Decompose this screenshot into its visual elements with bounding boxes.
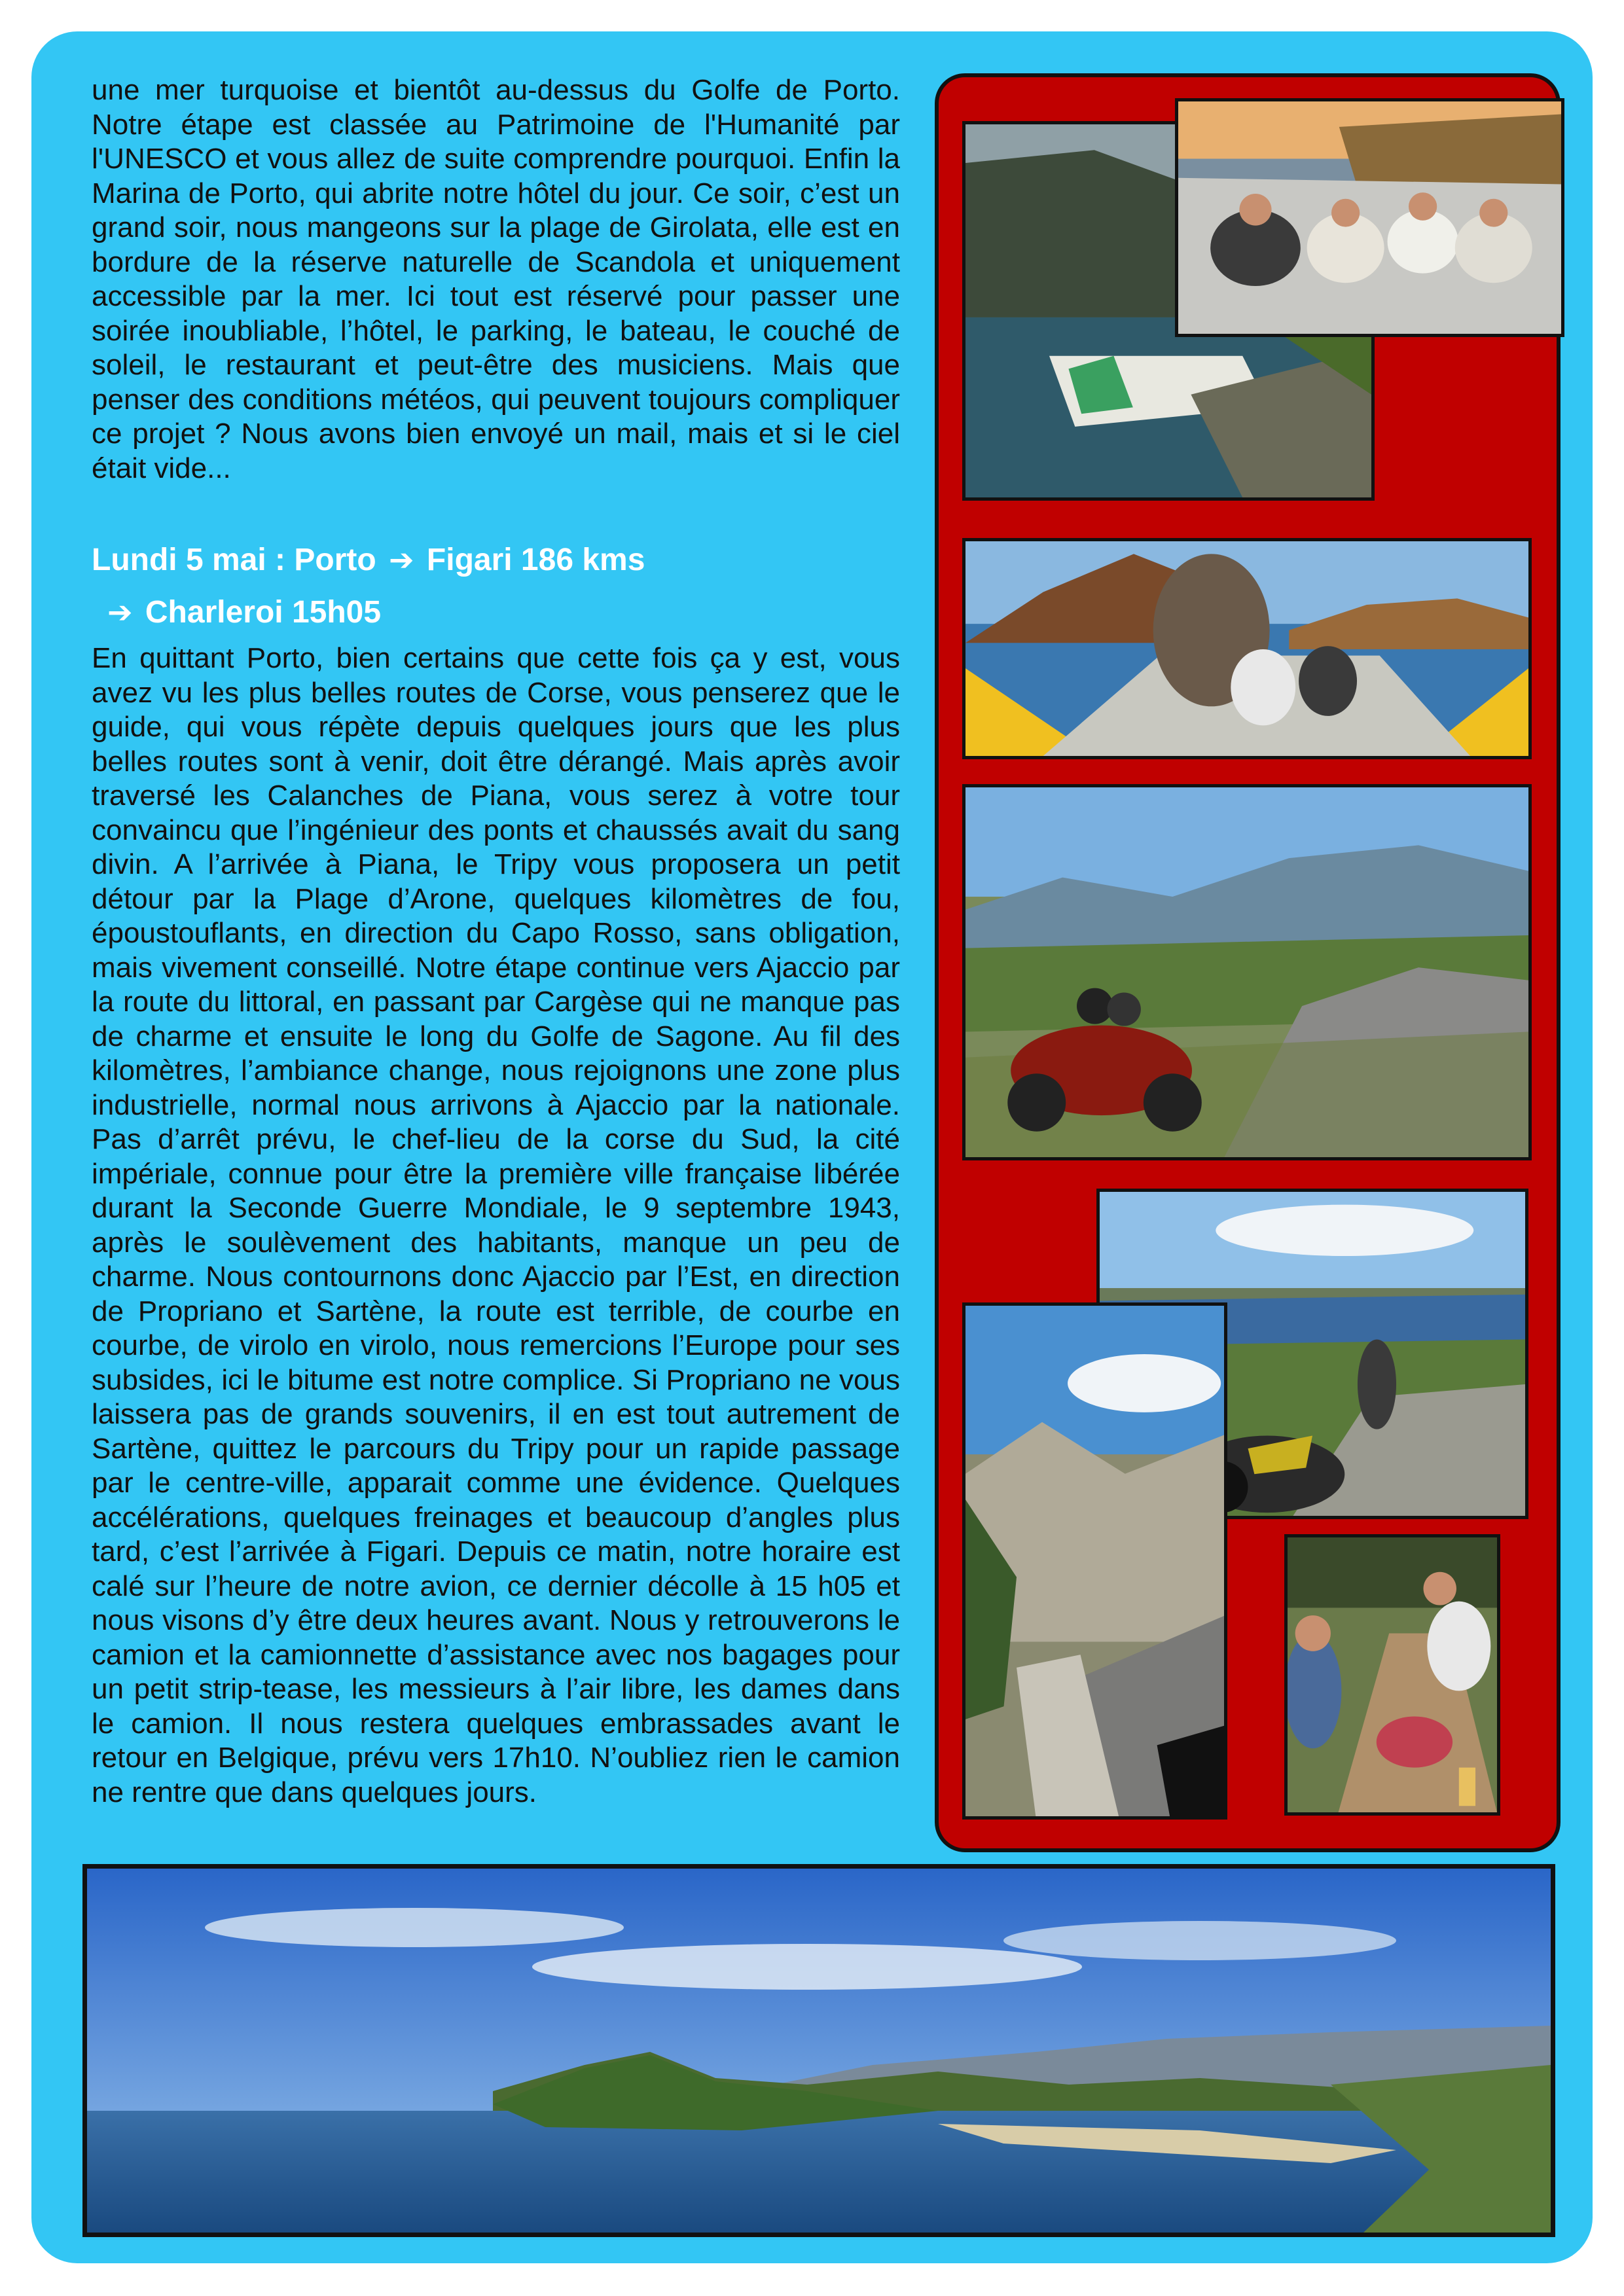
arrow-right-icon: ➔ (389, 543, 414, 577)
arrow-right-icon: ➔ (107, 595, 133, 629)
heading-start: Lundi 5 mai : Porto (92, 543, 376, 577)
intro-text: une mer turquoise et bientôt au-dessus du Golfe de Porto. Notre étape est classée au Patrimoine de l'Humanité par l'UNESCO et vous allez de suite comprendre pourquoi. Enfin la Marina de Porto, qui abrite notre hôtel du jour. Ce soir, c’est un grand soir, nous mangeons sur la plage de Girolata, elle est en bordure de la réserve naturelle de Scandola et uniquement accessible par la mer. Ici tout est réservé pour passer une soirée inoubliable, l’hôtel, le parking, le bateau, le couché de soleil, le restaurant et peut-être des musiciens. Mais que penser des conditions météos, qui peuvent toujours compliquer ce projet ? Nous avons bien envoyé un mail, mais et si le ciel était vide... (92, 74, 900, 484)
photo-mountain-road (962, 1302, 1227, 1820)
intro-paragraph (92, 73, 900, 486)
photo-motorcycle-road (962, 784, 1532, 1160)
day-heading-line2 (92, 592, 381, 632)
day-heading-line1 (92, 540, 645, 580)
photo-boat-group (1175, 98, 1564, 337)
photo-group-meal (1284, 1534, 1500, 1816)
photo-speedboat (962, 538, 1532, 759)
main-paragraph (92, 641, 900, 1810)
main-text: En quittant Porto, bien certains que cette fois ça y est, vous avez vu les plus belles routes de Corse, vous penserez que le guide, qui vous répète depuis quelques jours que les plus belles routes sont à venir, doit être dérangé. Mais après avoir traversé les Calanches de Piana, vous serez à votre tour convaincu que l’ingénieur des ponts et chaussés avait du sang divin. A l’arrivée à Piana, le Tripy vous proposera un petit détour par la Plage d’Arone, quelques kilomètres de fou, époustouflants, en direction du Capo Rosso, sans obligation, mais vivement conseillé. Notre étape continue vers Ajaccio par la route du littoral, en passant par Cargèse qui ne manque pas de charme et ensuite le long du Golfe de Sagone. Au fil des kilomètres, l’ambiance change, nous rejoignons une zone plus industrielle, normal nous arrivons à Ajaccio par la nationale. Pas d’arrêt prévu, le chef-lieu de la corse du Sud, la cité impériale, connue pour être la première ville française libérée durant la Seconde Guerre Mondiale, le 9 septembre 1943, après le soulèvement des habitants, manque un peu de charme. Nous contournons donc Ajaccio par l’Est, en direction de Propriano et Sartène, la route est terrible, de courbe en courbe, de virolo en virolo, nous remercions l’Europe pour ses subsides, ici le bitume est notre complice. Si Propriano ne vous laissera pas de grands souvenirs, il en est tout autrement de Sartène, quittez le parcours du Tripy pour un rapide passage par le centre-ville, apparait comme une évidence. Quelques accélérations, quelques freinages et beaucoup d’angles plus tard, c’est l’arrivée à Figari. Depuis ce matin, notre horaire est calé sur l’heure de notre avion, ce dernier décolle à 15 h05 et nous visons d’y être deux heures avant. Nous y retrouverons le camion et la camionnette d’assistance avec nos bagages pour un petit strip-tease, les messieurs à l’air libre, les dames dans le camion. Il nous restera quelques embrassades avant le retour en Belgique, prévu vers 17h10. N’oubliez rien le camion ne rentre que dans quelques jours. (92, 642, 900, 1808)
panorama-photo (82, 1864, 1555, 2237)
heading-destination: Charleroi 15h05 (145, 595, 382, 630)
heading-end: Figari 186 kms (426, 543, 645, 577)
